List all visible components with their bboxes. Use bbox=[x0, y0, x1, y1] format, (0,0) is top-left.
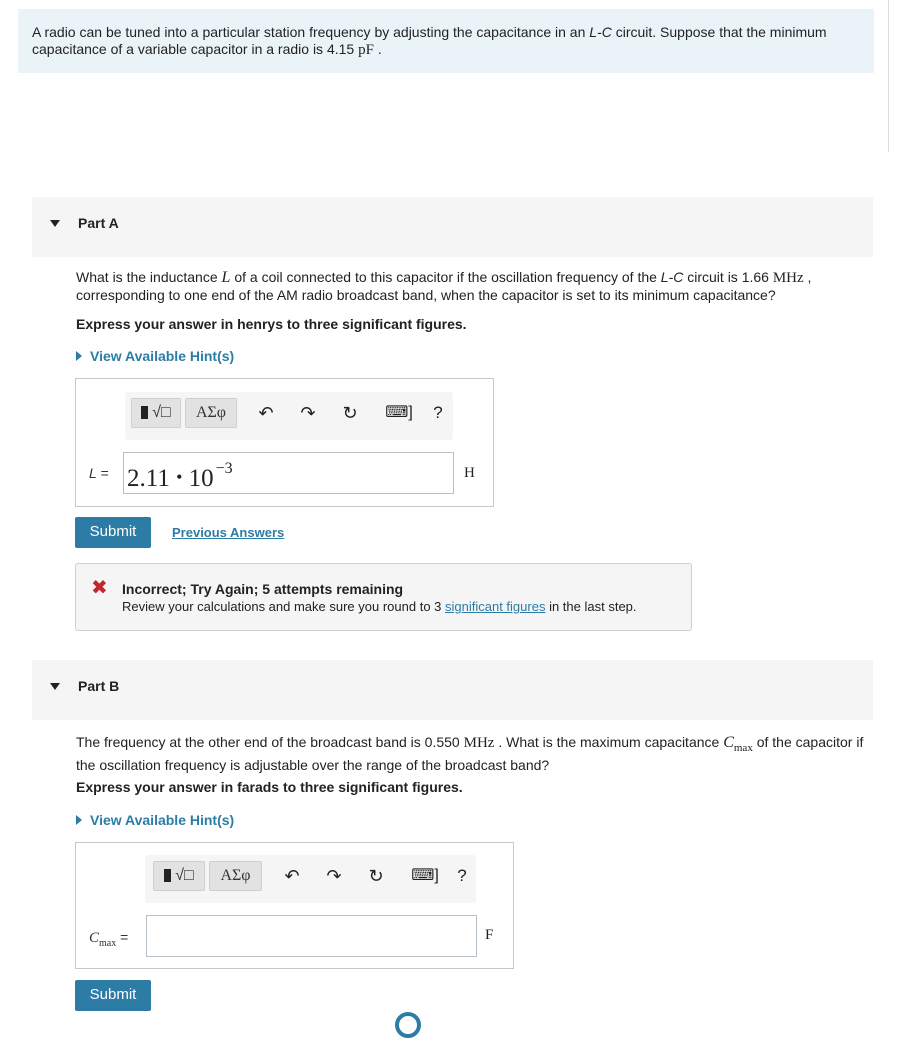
part-b-express: Express your answer in farads to three significant figures. bbox=[76, 779, 463, 795]
math-toolbar bbox=[145, 855, 476, 903]
significant-figures-link[interactable]: significant figures bbox=[445, 599, 546, 614]
reset-icon[interactable]: ↻ bbox=[342, 403, 358, 423]
part-b-header[interactable] bbox=[32, 660, 873, 720]
template-button[interactable] bbox=[153, 861, 205, 891]
q-text: circuit is 1.66 bbox=[683, 269, 773, 285]
part-a-question bbox=[76, 269, 876, 304]
answer-label bbox=[89, 465, 109, 481]
redo-icon[interactable]: ↷ bbox=[300, 403, 316, 423]
answer-input[interactable] bbox=[123, 452, 454, 494]
part-a-express: Express your answer in henrys to three significant figures. bbox=[76, 316, 467, 332]
part-b-answer-box bbox=[75, 842, 514, 969]
q-text: of the capacitor if the oscillation frequency is adjustable over the range of the broadcast band? bbox=[76, 734, 864, 773]
label-var: C bbox=[89, 930, 100, 946]
square-icon bbox=[164, 869, 171, 882]
math-toolbar bbox=[125, 392, 453, 440]
undo-icon[interactable]: ↶ bbox=[258, 403, 274, 423]
intro-text: . bbox=[373, 41, 382, 57]
fb-text: in the last step. bbox=[545, 599, 637, 614]
part-a-title: Part A bbox=[78, 215, 119, 231]
q-unit: MHz bbox=[772, 270, 804, 286]
q-text: . What is the maximum capacitance bbox=[494, 734, 724, 750]
hint-label[interactable]: View Available Hint(s) bbox=[90, 348, 235, 364]
times-dot: • bbox=[176, 467, 183, 487]
caret-right-icon bbox=[76, 815, 82, 825]
template-symbol: √□ bbox=[152, 404, 171, 421]
part-b-title: Part B bbox=[78, 678, 120, 694]
feedback-message bbox=[122, 599, 637, 614]
q-sub: max bbox=[733, 741, 753, 754]
part-a-answer-box bbox=[75, 378, 494, 507]
caret-right-icon bbox=[76, 351, 82, 361]
q-var: L bbox=[221, 269, 231, 286]
hint-label[interactable]: View Available Hint(s) bbox=[90, 812, 235, 828]
previous-answers-link[interactable]: Previous Answers bbox=[172, 525, 285, 540]
submit-button[interactable]: Submit bbox=[75, 517, 151, 548]
label-sub: max bbox=[99, 937, 117, 949]
undo-icon[interactable]: ↶ bbox=[284, 866, 300, 886]
intro-lc: L-C bbox=[589, 24, 612, 40]
feedback-panel bbox=[75, 563, 692, 631]
label-eq: = bbox=[96, 465, 109, 481]
help-launcher-icon[interactable] bbox=[395, 1012, 421, 1038]
problem-intro bbox=[18, 9, 874, 73]
part-b-question bbox=[76, 734, 876, 774]
help-icon[interactable]: ? bbox=[433, 403, 443, 422]
error-x-icon: ✖ bbox=[91, 577, 108, 599]
label-eq: = bbox=[116, 929, 129, 945]
unit-label: F bbox=[485, 927, 494, 943]
right-scroll-rule bbox=[888, 0, 889, 152]
part-b-hint-link[interactable] bbox=[76, 812, 234, 828]
greek-button[interactable]: ΑΣφ bbox=[209, 861, 262, 891]
collapse-triangle-icon[interactable] bbox=[50, 683, 60, 690]
template-symbol: √□ bbox=[175, 867, 194, 884]
keyboard-icon[interactable]: ⌨] bbox=[385, 404, 413, 421]
part-a-header[interactable] bbox=[32, 197, 873, 257]
part-a-hint-link[interactable] bbox=[76, 348, 234, 364]
q-text: , corresponding to one end of the AM radio broadcast band, when the capacitor is set to its minimum capacitance? bbox=[76, 269, 812, 303]
intro-text: A radio can be tuned into a particular station frequency by adjusting the capacitance in an bbox=[32, 24, 590, 40]
unit-label: H bbox=[464, 465, 475, 481]
square-icon bbox=[141, 406, 148, 419]
help-icon[interactable]: ? bbox=[457, 866, 467, 885]
collapse-triangle-icon[interactable] bbox=[50, 220, 60, 227]
intro-unit: pF bbox=[358, 42, 374, 58]
template-button[interactable] bbox=[131, 398, 181, 428]
q-lc: L-C bbox=[660, 269, 684, 285]
q-unit: MHz bbox=[463, 735, 495, 751]
answer-exponent: −3 bbox=[215, 460, 233, 477]
answer-base: 10 bbox=[188, 465, 214, 492]
fb-text: Review your calculations and make sure you round to 3 bbox=[122, 599, 446, 614]
redo-icon[interactable]: ↷ bbox=[326, 866, 342, 886]
q-text: of a coil connected to this capacitor if the oscillation frequency of the bbox=[230, 269, 661, 285]
label-var: L bbox=[89, 465, 97, 481]
reset-icon[interactable]: ↻ bbox=[368, 866, 384, 886]
answer-input[interactable] bbox=[146, 915, 477, 957]
answer-mantissa: 2.11 bbox=[127, 465, 170, 492]
q-var: C bbox=[723, 734, 734, 751]
greek-button[interactable]: ΑΣφ bbox=[185, 398, 237, 428]
feedback-title: Incorrect; Try Again; 5 attempts remaining bbox=[122, 581, 404, 597]
answer-expression bbox=[127, 460, 233, 493]
keyboard-icon[interactable]: ⌨] bbox=[411, 867, 439, 884]
answer-label bbox=[89, 929, 128, 949]
submit-button[interactable]: Submit bbox=[75, 980, 151, 1011]
intro-text: circuit. Suppose that the minimum capacitance of a variable capacitor in a radio is 4.15 bbox=[32, 24, 827, 57]
q-text: The frequency at the other end of the broadcast band is 0.550 bbox=[76, 734, 464, 750]
q-text: What is the inductance bbox=[76, 269, 222, 285]
